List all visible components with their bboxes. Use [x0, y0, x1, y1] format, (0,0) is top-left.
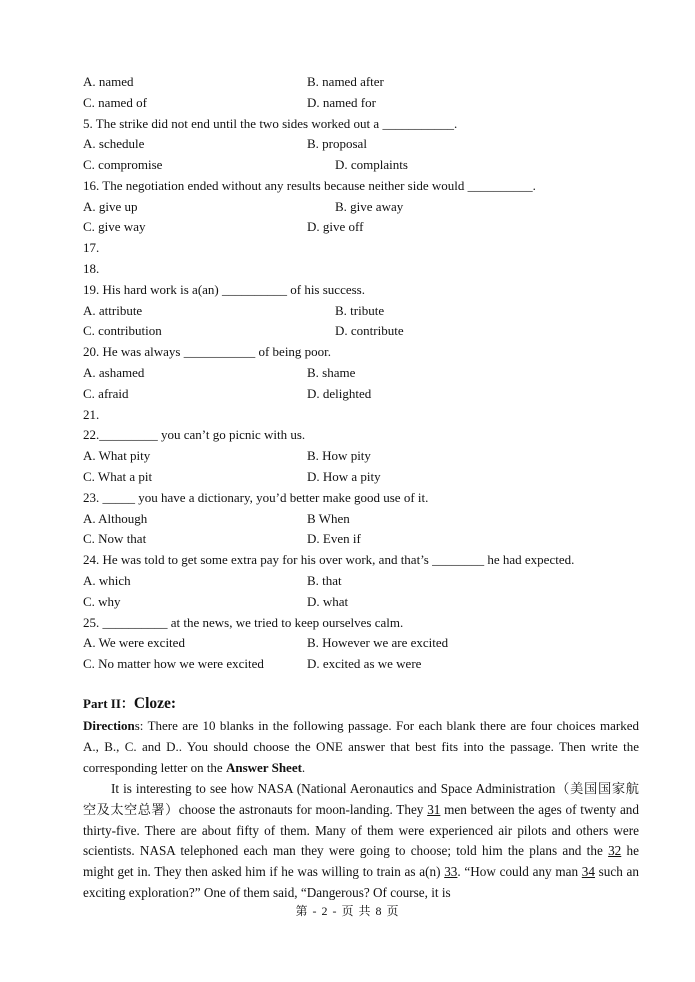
- directions-paragraph: [83, 716, 639, 778]
- option-d: D. excited as we were: [307, 656, 422, 671]
- question-5: 5. The strike did not end until the two sides worked out a ___________.: [83, 116, 458, 131]
- option-b: B When: [307, 511, 350, 526]
- option-b: B. give away: [335, 199, 404, 214]
- option-c: C. contribution: [83, 323, 162, 338]
- blank-31: 31: [427, 801, 441, 817]
- directions-text: s: There are 10 blanks in the following passage. For each blank there are four choices marked A., B., C. and D.. You should choose the ONE answer that best fits into the passage. Then write the corresponding letter on the: [83, 718, 639, 775]
- option-a: A. give up: [83, 199, 138, 214]
- question-18: 18.: [83, 261, 100, 276]
- option-d: D. How a pity: [307, 469, 381, 484]
- option-b: B. that: [307, 573, 342, 588]
- option-a: A. attribute: [83, 303, 143, 318]
- option-c: C. named of: [83, 95, 147, 110]
- passage-text: . “How could any man: [457, 864, 582, 880]
- option-b: B. proposal: [307, 136, 367, 151]
- blank-32: 32: [608, 843, 622, 859]
- option-c: C. What a pit: [83, 469, 153, 484]
- directions-label: Direction: [83, 718, 135, 733]
- option-a: A. named: [83, 74, 134, 89]
- option-d: D. contribute: [335, 323, 404, 338]
- option-b: B. tribute: [335, 303, 385, 318]
- blank-33: 33: [444, 864, 458, 880]
- question-24: 24. He was told to get some extra pay for his over work, and that’s ________ he had expected.: [83, 552, 575, 567]
- passage-text: men between the ages of twenty and thirty-five. There are about fifty of them. Many of them were experienced air pilots and others were scientists. NASA telephoned each man they were going to choose; told him the plans and the: [83, 801, 639, 859]
- option-a: A. We were excited: [83, 635, 185, 650]
- option-c: C. Now that: [83, 531, 147, 546]
- question-17: 17.: [83, 240, 100, 255]
- option-d: D. what: [307, 594, 349, 609]
- option-b: B. However we are excited: [307, 635, 449, 650]
- question-22: 22._________ you can’t go picnic with us.: [83, 427, 306, 442]
- option-d: D. Even if: [307, 531, 361, 546]
- section-title: Cloze:: [133, 695, 177, 712]
- option-d: D. delighted: [307, 386, 372, 401]
- cloze-passage: [83, 779, 639, 904]
- question-20: 20. He was always ___________ of being poor.: [83, 344, 332, 359]
- question-19: 19. His hard work is a(an) __________ of his success.: [83, 282, 365, 297]
- answer-sheet-label: Answer Sheet: [225, 759, 302, 775]
- question-21: 21.: [83, 407, 100, 422]
- option-c: C. why: [83, 594, 121, 609]
- question-25: 25. __________ at the news, we tried to keep ourselves calm.: [83, 615, 404, 630]
- option-c: C. afraid: [83, 386, 129, 401]
- blank-34: 34: [581, 864, 595, 880]
- part-label: Part II：: [83, 696, 134, 711]
- option-a: A. which: [83, 573, 131, 588]
- option-a: A. schedule: [83, 136, 145, 151]
- option-a: A. What pity: [83, 448, 151, 463]
- passage-text: It is interesting to see how NASA (National Aeronautics and Space Administration（美国国家航空及太空总署）choose the astronauts for moon-landing. They: [83, 781, 639, 817]
- option-c: C. compromise: [83, 157, 163, 172]
- section-heading: [83, 695, 176, 713]
- option-d: D. complaints: [335, 157, 408, 172]
- option-c: C. give way: [83, 219, 146, 234]
- option-b: B. named after: [307, 74, 384, 89]
- option-d: D. give off: [307, 219, 364, 234]
- passage-text: he might get in. They then asked him if he was willing to train as a(n): [83, 843, 639, 880]
- option-a: A. ashamed: [83, 365, 145, 380]
- option-d: D. named for: [307, 95, 376, 110]
- question-23: 23. _____ you have a dictionary, you’d better make good use of it.: [83, 490, 429, 505]
- option-c: C. No matter how we were excited: [83, 656, 264, 671]
- option-b: B. shame: [307, 365, 356, 380]
- option-a: A. Although: [83, 511, 148, 526]
- page-footer: 第 - 2 - 页 共 8 页: [295, 904, 400, 918]
- passage-text: such an exciting exploration?” One of them said, “Dangerous? Of course, it is: [83, 864, 640, 900]
- directions-end: .: [301, 759, 306, 775]
- option-b: B. How pity: [307, 448, 371, 463]
- question-16: 16. The negotiation ended without any results because neither side would __________.: [83, 178, 536, 193]
